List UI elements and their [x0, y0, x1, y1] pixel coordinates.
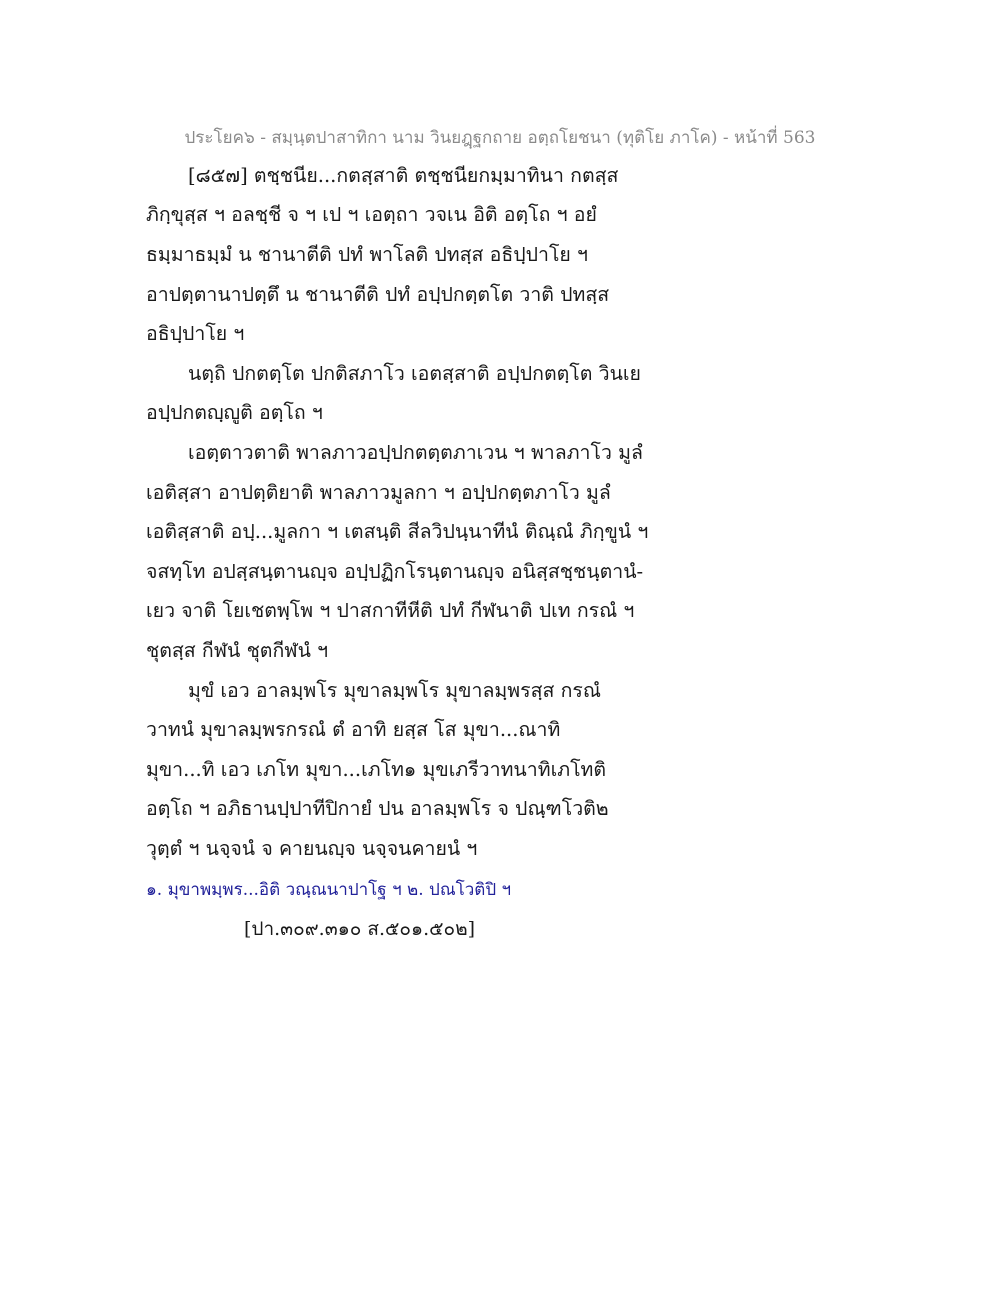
text-line: เอติสฺสา อาปตฺติยาติ พาลภาวมูลกา ฯ อปฺปกตฺตภาโว มูลํ	[146, 481, 611, 504]
text-line: อธิปฺปาโย ฯ	[146, 322, 245, 345]
text-line: อปฺปกตญฺญูติ อตฺโถ ฯ	[146, 401, 323, 424]
text-line: เอติสฺสาติ อปฺ...มูลกา ฯ เตสนฺติ สีลวิปนฺนาทีนํ ติณฺณํ ภิกฺขูนํ ฯ	[146, 520, 649, 543]
text-line: ชุตสฺส กีฬนํ ชุตกีฬนํ ฯ	[146, 639, 329, 662]
text-line: วาทนํ มุขาลมฺพรกรณํ ตํ อาทิ ยสฺส โส มุขา...ณาทิ	[146, 718, 561, 741]
text-line: [๘๕๗] ตชฺชนีย...กตสฺสาติ ตชฺชนียกมฺมาทินา กตสฺส	[188, 164, 619, 187]
text-line: เอตฺตาวตาติ พาลภาวอปฺปกตตฺตภาเวน ฯ พาลภาโว มูลํ	[188, 441, 643, 464]
page-header: ประโยค๖ - สมฺนฺตปาสาทิกา นาม วินยฎฺฐกถาย อตฺถโยชนา (ทุติโย ภาโค) - หน้าที่ 563	[184, 128, 816, 148]
page-reference: [ปา.๓๐๙.๓๑๐ ส.๕๐๑.๕๐๒]	[244, 918, 476, 940]
text-line: จสทฺโท อปสฺสนฺตานญฺจ อปฺปฏิกโรนฺตานญฺจ อนิสฺสชฺชนฺตานํ-	[146, 560, 644, 583]
text-line: ภิกฺขุสฺส ฯ อลชฺชี จ ฯ เป ฯ เอตฺถา วจเน อิติ อตฺโถ ฯ อยํ	[146, 203, 597, 226]
footnote: ๑. มุขาพมฺพร...อิติ วณฺณนาปาโฐ ฯ ๒. ปณโวติปิ ฯ	[146, 880, 512, 900]
text-line: มุขํ เอว อาลมฺพโร มุขาลมฺพโร มุขาลมฺพรสฺส กรณํ	[188, 679, 601, 702]
text-line: อตฺโถ ฯ อภิธานปฺปาทีปิกายํ ปน อาลมฺพโร จ ปณฺฑโวติ๒	[146, 797, 609, 820]
text-line: วุตฺตํ ฯ นจฺจนํ จ คายนญฺจ นจฺจนคายนํ ฯ	[146, 837, 478, 860]
text-line: มุขา...ทิ เอว เภโท มุขา...เภโท๑ มุขเภรีวาทนาทิเภโทติ	[146, 758, 607, 781]
text-line: ธมฺมาธมฺมํ น ชานาตีติ ปทํ พาโลติ ปทสฺส อธิปฺปาโย ฯ	[146, 243, 589, 266]
text-line: นตฺถิ ปกตตฺโต ปกติสภาโว เอตสฺสาติ อปฺปกตตฺโต วินเย	[188, 362, 641, 385]
text-line: อาปตฺตานาปตฺตึ น ชานาตีติ ปทํ อปฺปกตฺตโต วาติ ปทสฺส	[146, 283, 610, 306]
text-line: เยว จาติ โยเชตพฺโพ ฯ ปาสกาทีหีติ ปทํ กีฬนาติ ปเท กรณํ ฯ	[146, 599, 635, 622]
